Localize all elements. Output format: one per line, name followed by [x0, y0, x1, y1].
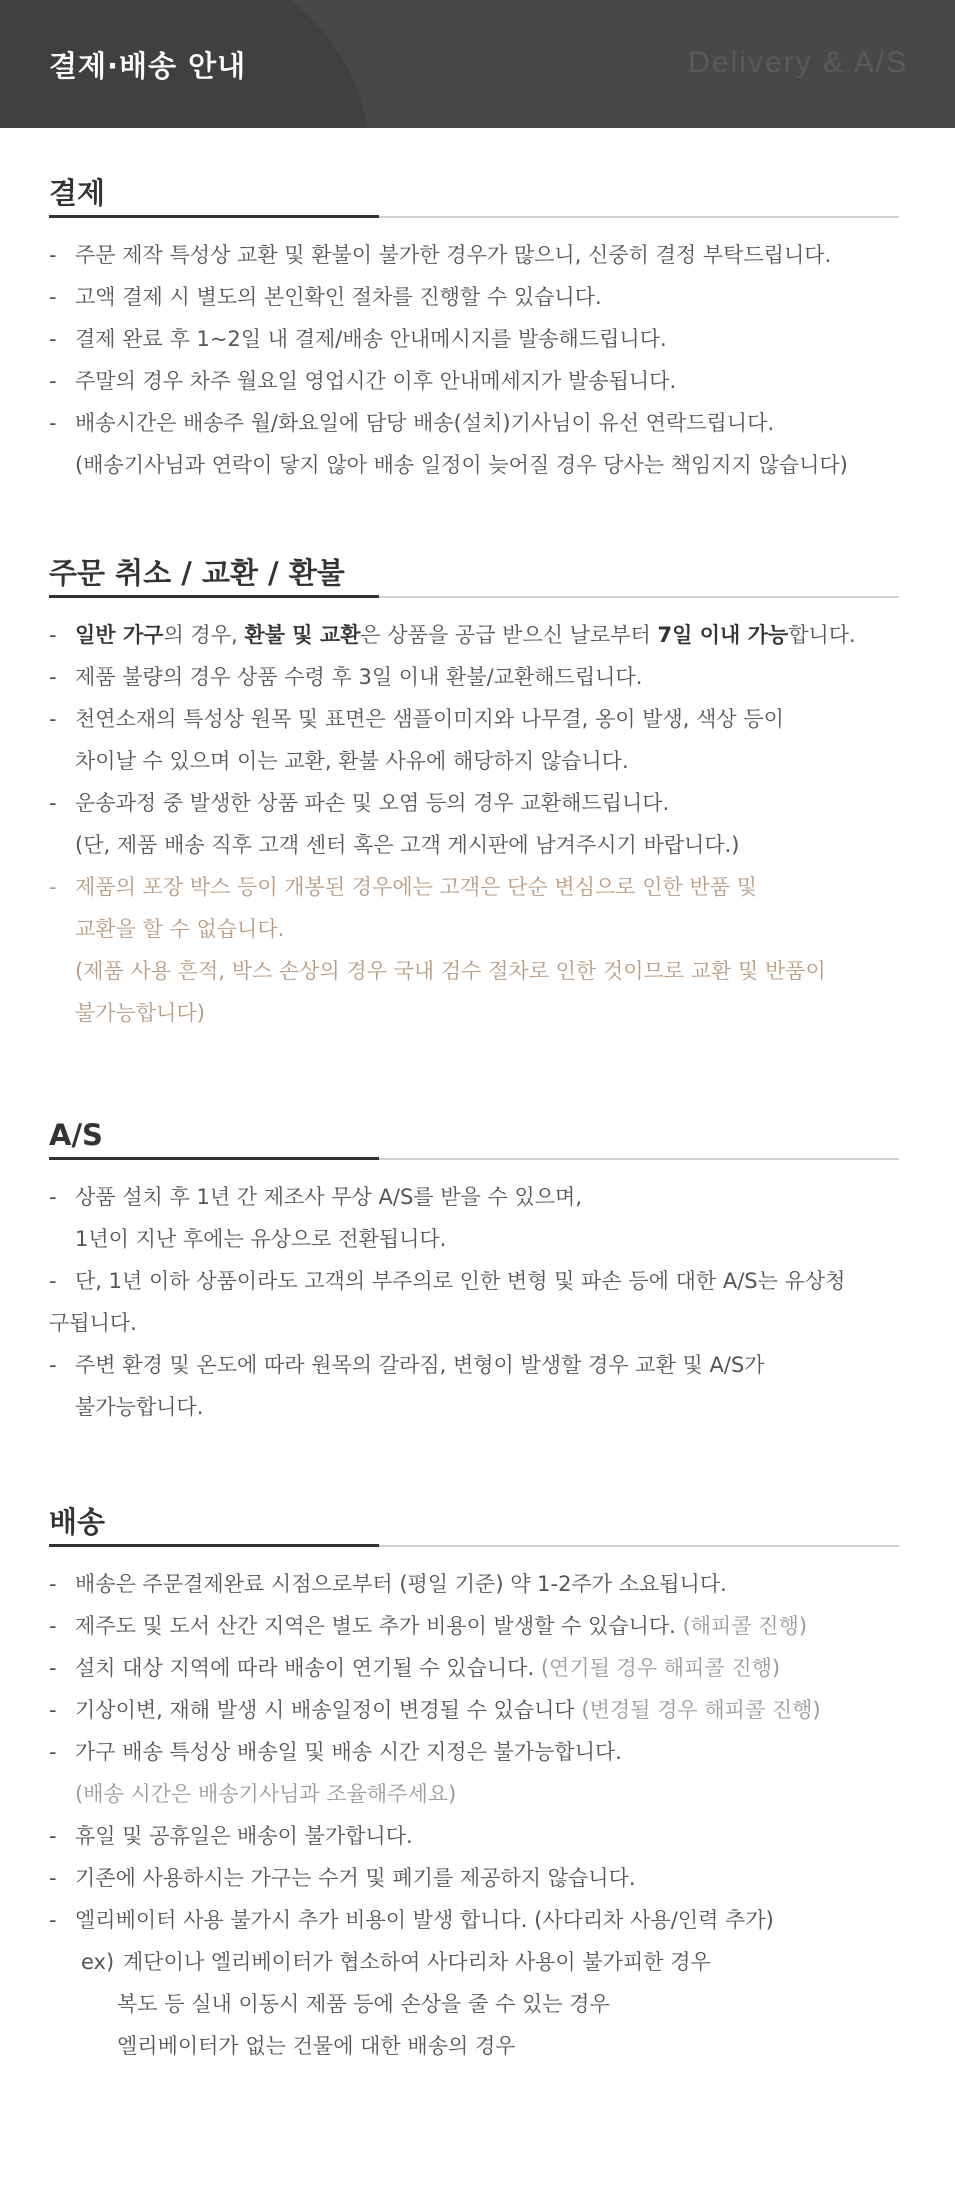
delivery-section — [49, 1499, 899, 2067]
list-item-cont: 차이날 수 있으며 이는 교환, 환불 사유에 해당하지 않습니다. — [75, 749, 629, 773]
refund-divider — [49, 596, 899, 598]
list-item: - 주변 환경 및 온도에 따라 원목의 갈라짐, 변형이 발생할 경우 교환 및 A/S가 — [49, 1353, 765, 1377]
as-divider — [49, 1158, 899, 1160]
list-item: - 운송과정 중 발생한 상품 파손 및 오염 등의 경우 교환해드립니다. — [49, 791, 670, 815]
warning-item: - 제품의 포장 박스 등이 개봉된 경우에는 고객은 단순 변심으로 인한 반품 및 — [49, 875, 758, 899]
payment-divider — [49, 216, 899, 218]
as-section — [49, 1112, 899, 1428]
list-item: - 기존에 사용하시는 가구는 수거 및 폐기를 제공하지 않습니다. — [49, 1866, 636, 1890]
page-header — [0, 0, 955, 128]
payment-title: 결제 — [49, 176, 106, 210]
warning-item-cont: (제품 사용 흔적, 박스 손상의 경우 국내 검수 절차로 인한 것이므로 교환 및 반품이 — [75, 959, 826, 983]
example-item: 복도 등 실내 이동시 제품 등에 손상을 줄 수 있는 경우 — [117, 1992, 610, 2016]
list-item-note: (배송 시간은 배송기사님과 조율해주세요) — [75, 1782, 457, 1806]
list-item: - 주문 제작 특성상 교환 및 환불이 불가한 경우가 많으니, 신중히 결정 부탁드립니다. — [49, 243, 832, 267]
list-item-cont: 구됩니다. — [49, 1311, 137, 1335]
list-item: - 설치 대상 지역에 따라 배송이 연기될 수 있습니다. (연기될 경우 해피콜 진행) — [49, 1656, 781, 1680]
as-title: A/S — [49, 1118, 103, 1152]
refund-section — [49, 550, 899, 1034]
list-item: - 일반 가구의 경우, 환불 및 교환은 상품을 공급 받으신 날로부터 7일 이내 가능합니다. — [49, 623, 856, 647]
list-item: - 엘리베이터 사용 불가시 추가 비용이 발생 합니다. (사다리차 사용/인력 추가) — [49, 1908, 774, 1932]
warning-item-cont: 불가능합니다) — [75, 1001, 205, 1025]
list-item-cont: 불가능합니다. — [75, 1395, 204, 1419]
delivery-divider — [49, 1545, 899, 1547]
example-item: ex) 계단이나 엘리베이터가 협소하여 사다리차 사용이 불가피한 경우 — [81, 1950, 711, 1974]
list-item: - 제품 불량의 경우 상품 수령 후 3일 이내 환불/교환해드립니다. — [49, 665, 643, 689]
list-item-cont: 1년이 지난 후에는 유상으로 전환됩니다. — [75, 1227, 447, 1251]
list-item: - 상품 설치 후 1년 간 제조사 무상 A/S를 받을 수 있으며, — [49, 1185, 582, 1209]
list-item: - 주말의 경우 차주 월요일 영업시간 이후 안내메세지가 발송됩니다. — [49, 369, 677, 393]
warning-item-cont: 교환을 할 수 없습니다. — [75, 917, 285, 941]
page-subtitle: Delivery & A/S — [688, 46, 908, 79]
list-item: - 결제 완료 후 1~2일 내 결제/배송 안내메시지를 발송해드립니다. — [49, 327, 667, 351]
list-item: - 단, 1년 이하 상품이라도 고객의 부주의로 인한 변형 및 파손 등에 대한 A/S는 유상청 — [49, 1269, 846, 1293]
list-item: - 천연소재의 특성상 원목 및 표면은 샘플이미지와 나무결, 옹이 발생, 색상 등이 — [49, 707, 784, 731]
list-item: - 가구 배송 특성상 배송일 및 배송 시간 지정은 불가능합니다. — [49, 1740, 622, 1764]
page-title: 결제·배송 안내 — [49, 49, 247, 83]
example-item: 엘리베이터가 없는 건물에 대한 배송의 경우 — [117, 2034, 516, 2058]
refund-title: 주문 취소 / 교환 / 환불 — [49, 556, 345, 590]
payment-section — [49, 170, 899, 486]
list-item-note: (배송기사님과 연락이 닿지 않아 배송 일정이 늦어질 경우 당사는 책임지지 않습니다) — [75, 453, 848, 477]
list-item: - 제주도 및 도서 산간 지역은 별도 추가 비용이 발생할 수 있습니다. (해피콜 진행) — [49, 1614, 808, 1638]
list-item: - 휴일 및 공휴일은 배송이 불가합니다. — [49, 1824, 413, 1848]
list-item-cont: (단, 제품 배송 직후 고객 센터 혹은 고객 게시판에 남겨주시기 바랍니다.) — [75, 833, 740, 857]
list-item: - 배송은 주문결제완료 시점으로부터 (평일 기준) 약 1-2주가 소요됩니다. — [49, 1572, 727, 1596]
list-item: - 배송시간은 배송주 월/화요일에 담당 배송(설치)기사님이 유선 연락드립니다. — [49, 411, 775, 435]
list-item: - 고액 결제 시 별도의 본인확인 절차를 진행할 수 있습니다. — [49, 285, 602, 309]
delivery-title: 배송 — [49, 1505, 106, 1539]
list-item: - 기상이변, 재해 발생 시 배송일정이 변경될 수 있습니다 (변경될 경우 해피콜 진행) — [49, 1698, 821, 1722]
